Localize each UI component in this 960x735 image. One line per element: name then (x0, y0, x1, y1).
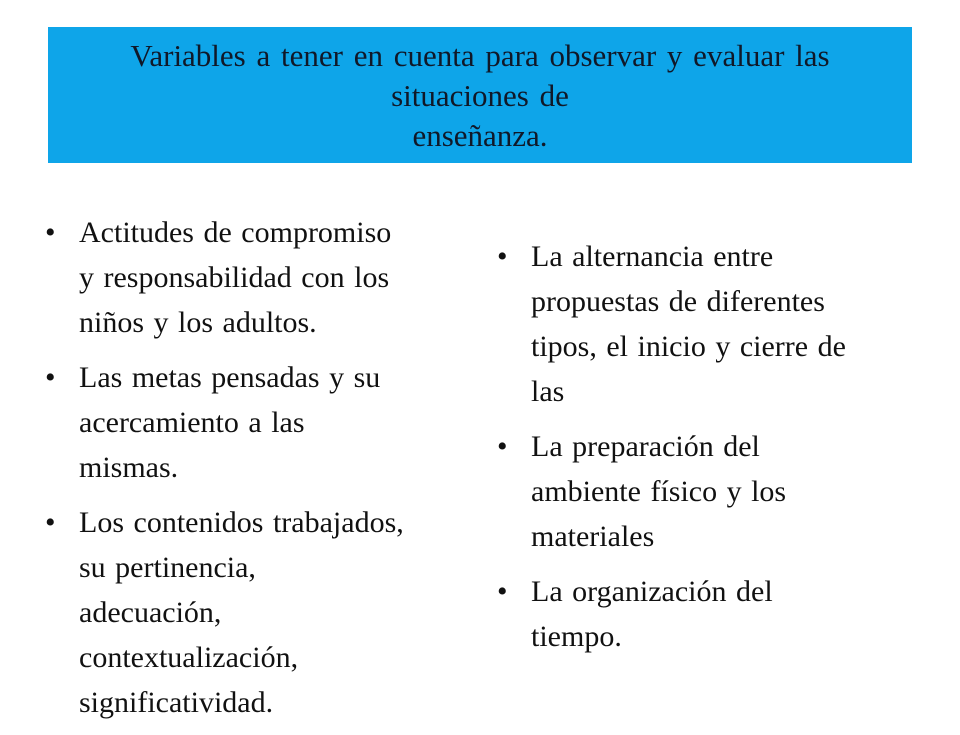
list-item (497, 569, 927, 659)
list-item-line: tipos, el inicio y cierre de (531, 330, 846, 363)
list-item (45, 500, 465, 725)
list-item-line: adecuación, (79, 596, 222, 629)
list-item-line: propuestas de diferentes (531, 285, 825, 318)
title-line: situaciones de (391, 78, 569, 113)
bullet-icon: • (497, 240, 508, 273)
bullet-icon: • (45, 506, 56, 539)
list-item-line: ambiente físico y los (531, 475, 787, 508)
left-bullet-list (45, 210, 465, 735)
list-item-line: mismas. (79, 451, 179, 484)
list-item-line: tiempo. (531, 620, 622, 653)
bullet-icon: • (45, 216, 56, 249)
list-item-line: La preparación del (531, 430, 760, 463)
list-item (45, 355, 465, 490)
list-item-line: Los contenidos trabajados, (79, 506, 404, 539)
title-line: enseñanza. (412, 118, 548, 153)
list-item-line: y responsabilidad con los (79, 261, 390, 294)
list-item-line: materiales (531, 520, 655, 553)
list-item-line: su pertinencia, (79, 551, 256, 584)
list-item-line: niños y los adultos. (79, 306, 317, 339)
right-bullet-list (497, 234, 927, 669)
list-item-line: Actitudes de compromiso (79, 216, 392, 249)
list-item-line: Las metas pensadas y su (79, 361, 381, 394)
list-item-line: significatividad. (79, 686, 274, 719)
list-item (497, 424, 927, 559)
title-banner (48, 27, 912, 163)
list-item-line: acercamiento a las (79, 406, 305, 439)
list-item-line: La organización del (531, 575, 773, 608)
list-item (497, 234, 927, 414)
list-item-line: La alternancia entre (531, 240, 774, 273)
list-item-line: contextualización, (79, 641, 299, 674)
list-item (45, 210, 465, 345)
bullet-icon: • (497, 430, 508, 463)
bullet-icon: • (45, 361, 56, 394)
list-item-line: las (531, 375, 565, 408)
title-line: Variables a tener en cuenta para observar y evaluar las (130, 38, 830, 73)
bullet-icon: • (497, 575, 508, 608)
